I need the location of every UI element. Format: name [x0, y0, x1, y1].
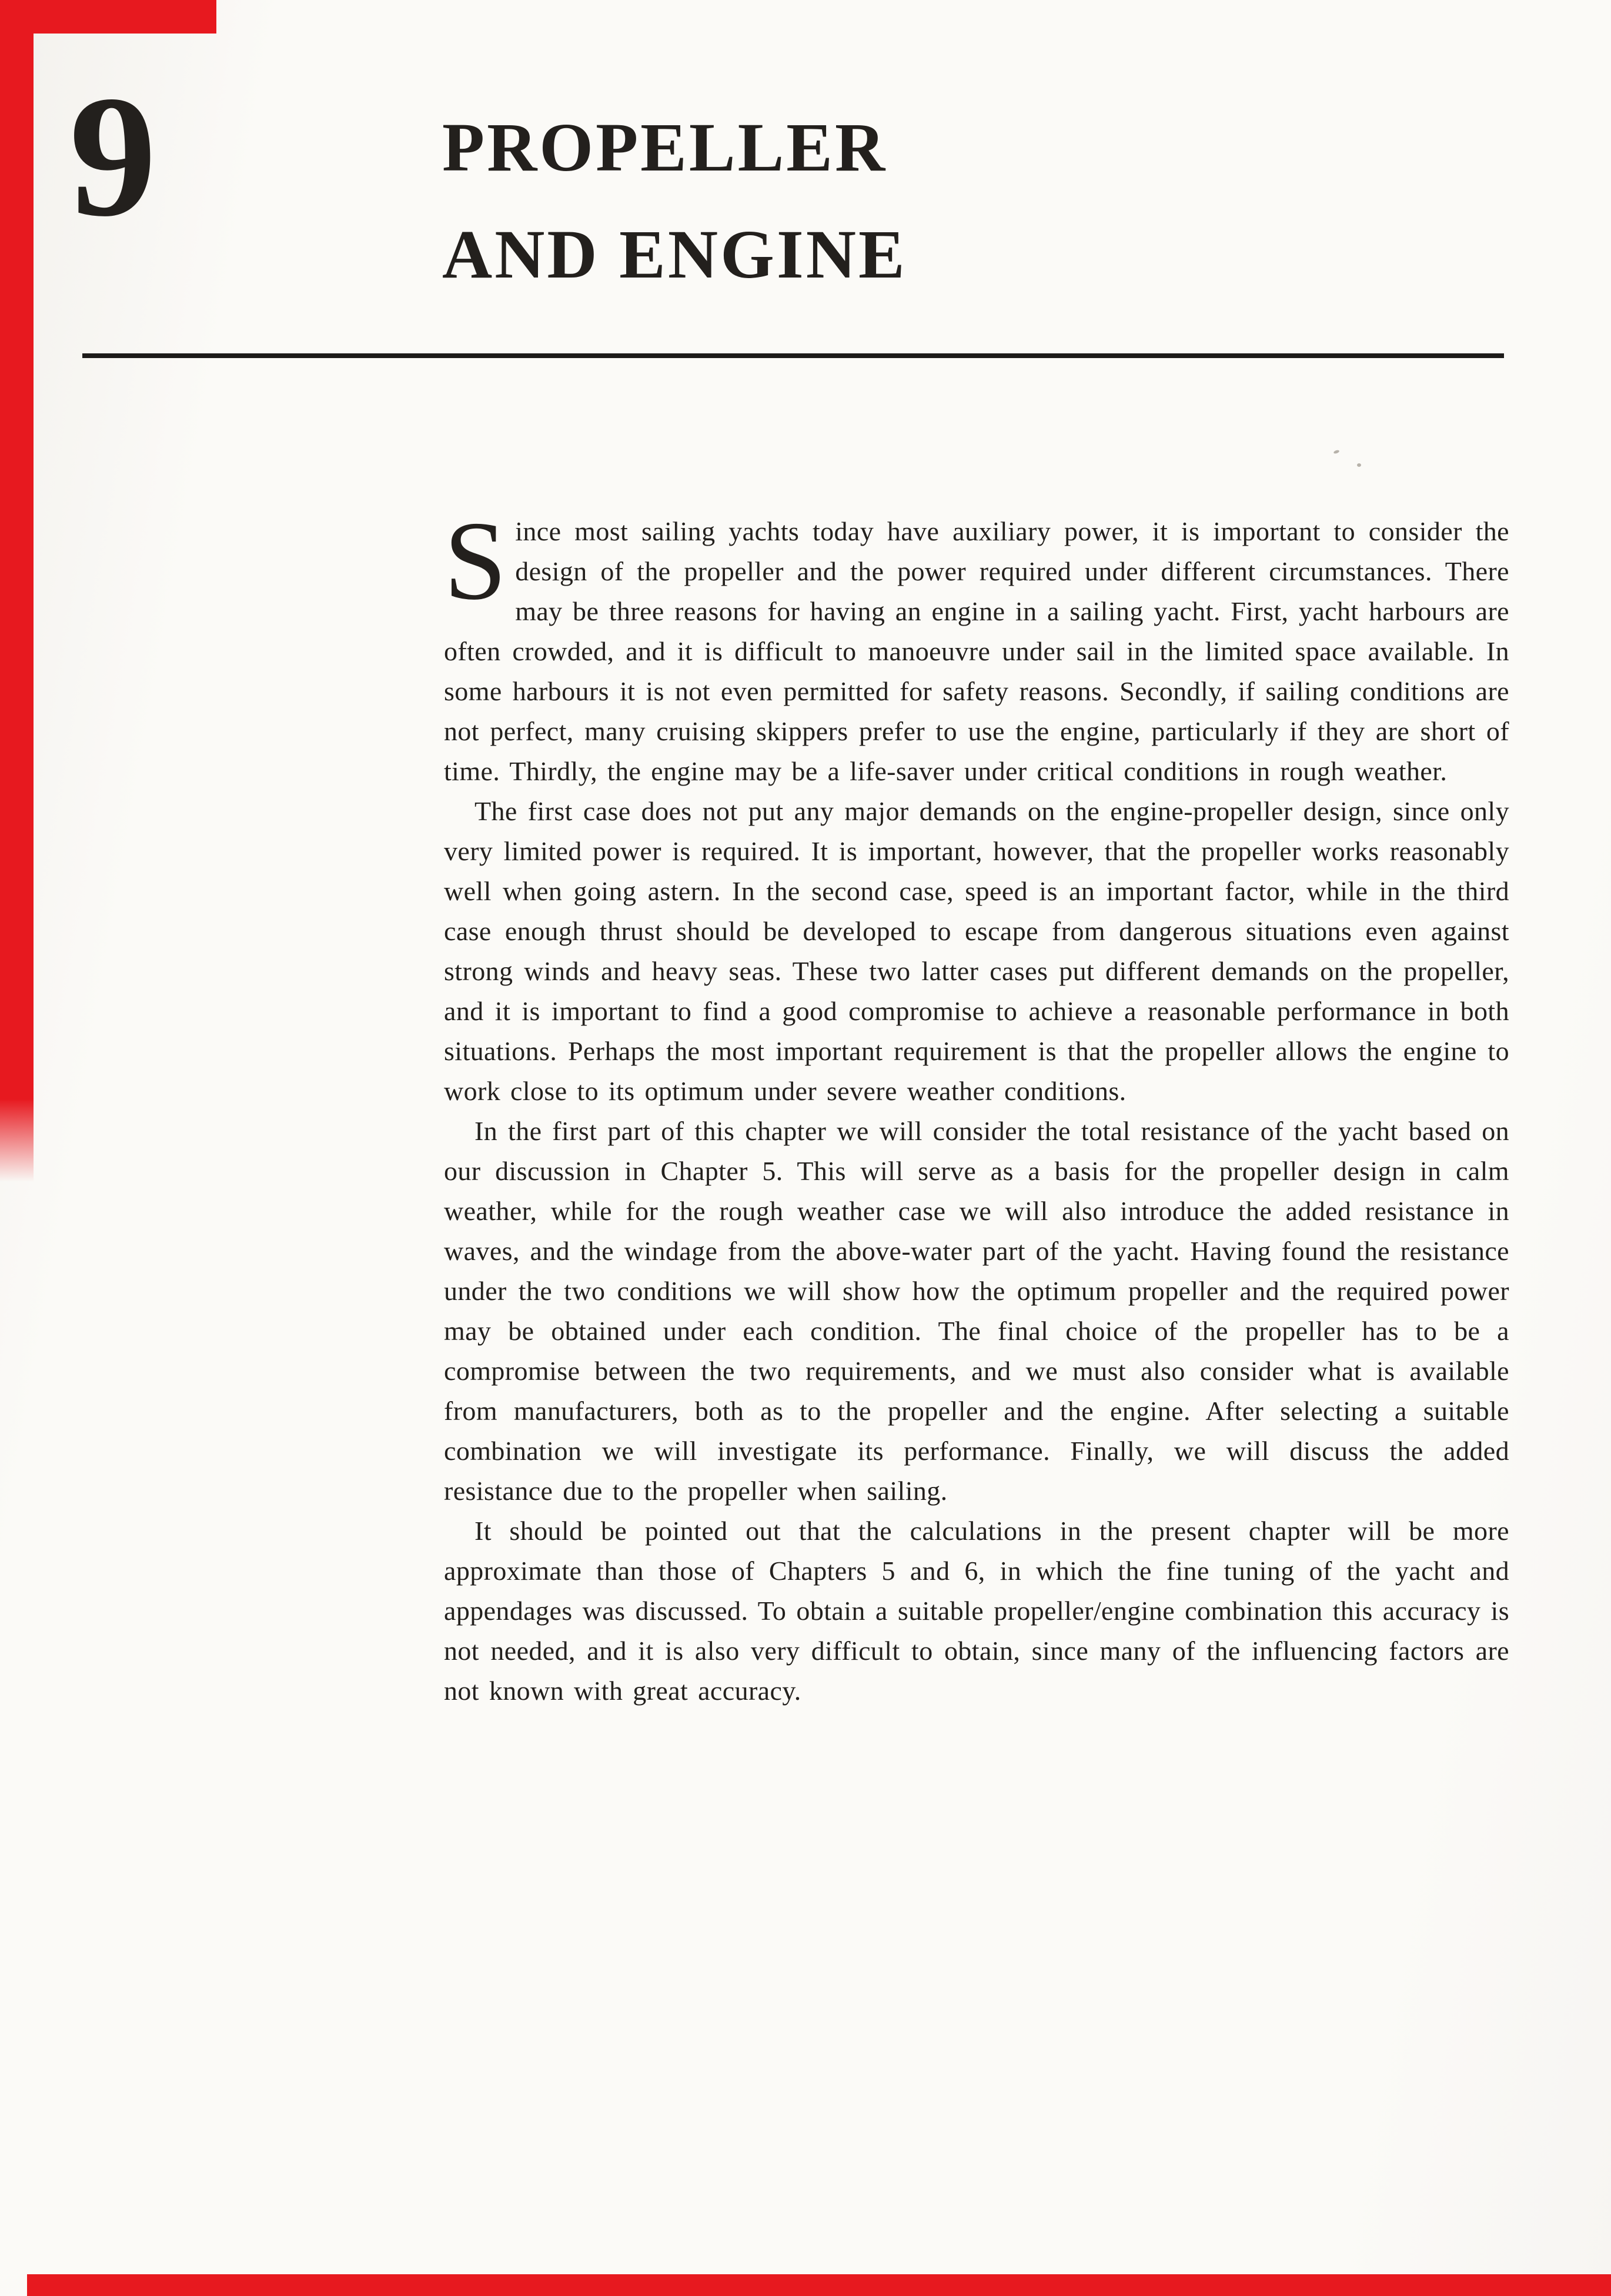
paragraph-opening-text: ince most sailing yachts today have auxiliary power, it is important to consider the design of the propeller and the power required under different circumstances. There may be three reasons for having an engine in a sailing yacht. First, yacht harbours are often crowded, and it is difficult to manoeuvre under sail in the limited space available. In some harbours it is not even permitted for safety reasons. Secondly, if sailing conditions are not perfect, many cruising skippers prefer to use the engine, particularly if they are short of time. Thirdly, the engine may be a life-saver under critical conditions in rough weather. [444, 516, 1509, 786]
chapter-body [444, 498, 1509, 1711]
title-divider-rule [82, 353, 1504, 358]
chapter-title [442, 94, 907, 308]
chapter-title-line1: PROPELLER [442, 109, 888, 186]
red-edge-bottom [27, 2274, 1611, 2296]
chapter-title-line2: AND ENGINE [442, 216, 907, 293]
paragraph: The first case does not put any major demands on the engine-propeller design, since only very limited power is required. It is important, however, that the propeller works reasonably well when going astern. In the second case, speed is an important factor, while in the third case enough thrust should be developed to escape from dangerous situations even against strong winds and heavy seas. These two latter cases put different demands on the propeller, and it is important to find a good compromise to achieve a reasonable performance in both situations. Perhaps the most important requirement is that the propeller allows the engine to work close to its optimum under severe weather conditions. [444, 796, 1509, 1106]
chapter-number: 9 [69, 60, 158, 253]
red-edge-left [0, 0, 34, 1182]
scan-artifact [1330, 448, 1371, 474]
dropcap: S [444, 498, 507, 623]
paragraph-opening [444, 498, 1509, 791]
paragraph: It should be pointed out that the calculations in the present chapter will be more approximate than those of Chapters 5 and 6, in which the fine tuning of the yacht and appendages was discussed. To obtain a suitable propeller/engine combination this accuracy is not needed, and it is also very difficult to obtain, since many of the influencing factors are not known with great accuracy. [444, 1516, 1509, 1706]
paragraph: In the first part of this chapter we will consider the total resistance of the yacht based on our discussion in Chapter 5. This will serve as a basis for the propeller design in calm weather, while for the rough weather case we will also introduce the added resistance in waves, and the windage from the above-water part of the yacht. Having found the resistance under the two conditions we will show how the optimum propeller and the required power may be obtained under each condition. The final choice of the propeller has to be a compromise between the two requirements, and we must also consider what is available from manufacturers, both as to the propeller and the engine. After selecting a suitable combination we will investigate its performance. Finally, we will discuss the added resistance due to the propeller when sailing. [444, 1116, 1509, 1506]
